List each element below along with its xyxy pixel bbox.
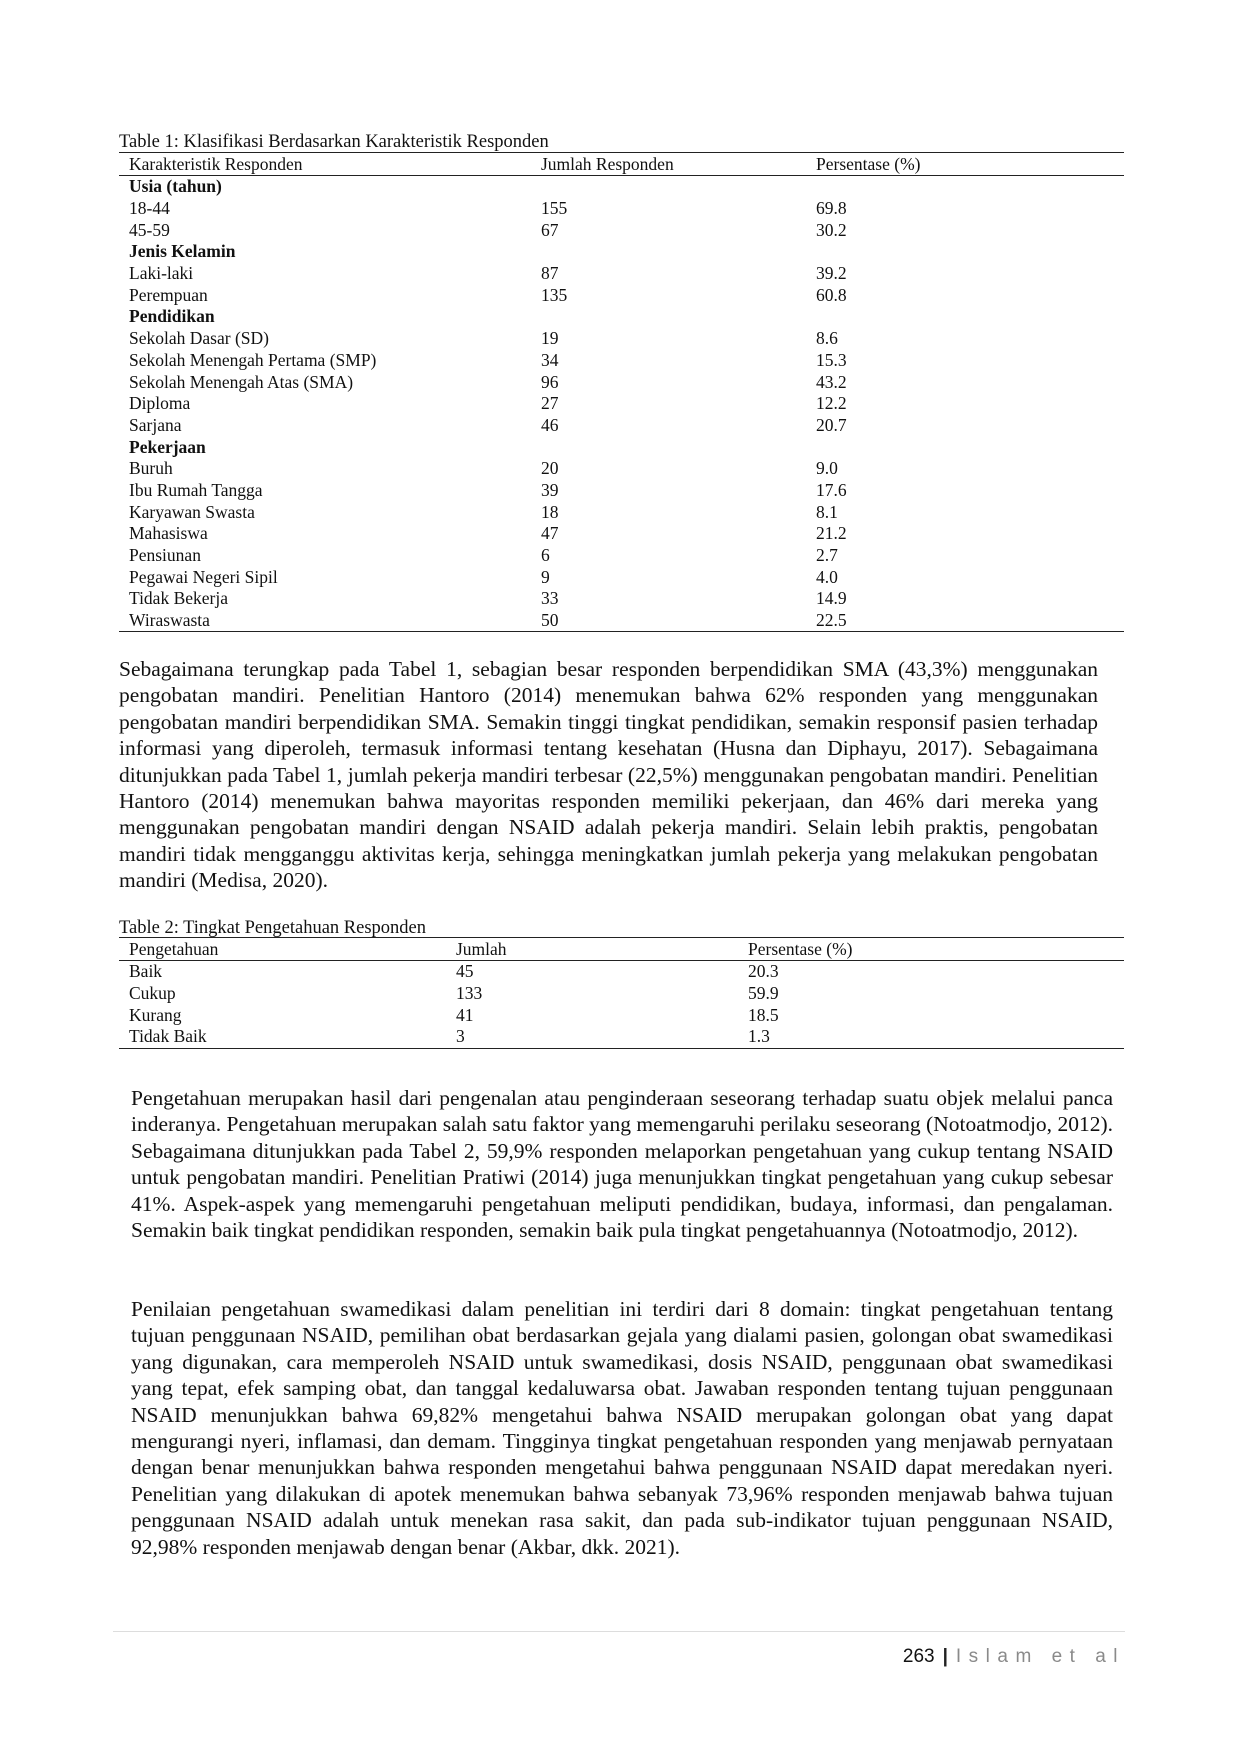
table-row (119, 371, 1124, 393)
cell-jumlah: 33 (541, 588, 559, 609)
cell-label: Sarjana (129, 414, 182, 435)
cell-persentase: 8.6 (816, 328, 838, 349)
running-head-authors: Islam et al (955, 1646, 1125, 1667)
cell-label: 18-44 (129, 198, 170, 219)
table1-header-row (119, 153, 1124, 176)
cell-persentase (806, 436, 1124, 458)
cell-jumlah: 87 (541, 263, 559, 284)
cell-label: Usia (tahun) (129, 176, 222, 197)
cell-label: Tidak Baik (129, 1026, 207, 1047)
table-group-row (119, 306, 1124, 328)
table-row (119, 284, 1124, 306)
table-row (119, 458, 1124, 480)
table-row (119, 350, 1124, 372)
page-number: 263 (902, 1646, 935, 1667)
table-row (119, 415, 1124, 437)
cell-persentase: 39.2 (816, 263, 847, 284)
table1-header-jumlah: Jumlah Responden (541, 153, 674, 174)
cell-label: Buruh (129, 458, 173, 479)
cell-jumlah: 67 (541, 219, 559, 240)
cell-persentase: 20.3 (748, 961, 779, 982)
cell-jumlah (531, 436, 806, 458)
table-row (119, 588, 1124, 610)
cell-label: Pensiunan (129, 545, 201, 566)
cell-persentase: 18.5 (748, 1004, 779, 1025)
cell-persentase (806, 306, 1124, 328)
cell-jumlah: 6 (541, 545, 550, 566)
cell-label: Sekolah Dasar (SD) (129, 328, 269, 349)
table2-header-persentase: Persentase (%) (748, 938, 853, 959)
cell-persentase: 12.2 (816, 393, 847, 414)
cell-persentase: 21.2 (816, 523, 847, 544)
paragraph-knowledge: Pengetahuan merupakan hasil dari pengenalan atau penginderaan seseorang terhadap suatu objek melalui panca inderanya. Pengetahuan merupakan salah satu faktor yang memengaruhi perilaku seseorang (Notoatmodjo, 2012). Sebagaimana ditunjukkan pada Tabel 2, 59,9% responden melaporkan pengetahuan yang cukup tentang NSAID untuk pengobatan mandiri. Penelitian Pratiwi (2014) juga menunjukkan tingkat pengetahuan yang cukup sebesar 41%. Aspek-aspek yang memengaruhi pengetahuan meliputi pendidikan, budaya, informasi, dan pengalaman. Semakin baik tingkat pendidikan responden, semakin baik pula tingkat pengetahuannya (Notoatmodjo, 2012). (131, 1086, 1113, 1243)
cell-jumlah (531, 241, 806, 263)
table2 (119, 937, 1124, 1049)
cell-jumlah: 18 (541, 501, 559, 522)
cell-jumlah: 96 (541, 371, 559, 392)
cell-persentase: 2.7 (816, 545, 838, 566)
cell-jumlah: 135 (541, 284, 568, 305)
cell-jumlah: 27 (541, 393, 559, 414)
cell-label: Baik (129, 961, 163, 982)
cell-label: Kurang (129, 1004, 182, 1025)
cell-persentase: 60.8 (816, 284, 847, 305)
cell-label: Sekolah Menengah Pertama (SMP) (129, 349, 377, 370)
cell-label: Cukup (129, 983, 176, 1004)
table-row (119, 501, 1124, 523)
cell-persentase: 15.3 (816, 349, 847, 370)
cell-persentase: 4.0 (816, 566, 838, 587)
table-row (119, 983, 1124, 1005)
table-row (119, 545, 1124, 567)
cell-label: 45-59 (129, 219, 170, 240)
table2-header-row (119, 938, 1124, 961)
cell-jumlah: 39 (541, 479, 559, 500)
table-row (119, 219, 1124, 241)
table2-header-jumlah: Jumlah (456, 938, 507, 959)
cell-label: Mahasiswa (129, 523, 208, 544)
table1-header-persentase: Persentase (%) (816, 153, 921, 174)
cell-persentase: 9.0 (816, 458, 838, 479)
table-row (119, 393, 1124, 415)
table-row (119, 328, 1124, 350)
cell-persentase: 17.6 (816, 479, 847, 500)
cell-jumlah: 41 (456, 1004, 474, 1025)
cell-label: Sekolah Menengah Atas (SMA) (129, 371, 354, 392)
table-row (119, 198, 1124, 220)
table2-caption: Table 2: Tingkat Pengetahuan Responden (119, 918, 427, 938)
cell-label: Ibu Rumah Tangga (129, 479, 263, 500)
cell-label: Laki-laki (129, 263, 194, 284)
table1 (119, 152, 1124, 632)
table-group-row (119, 176, 1124, 198)
cell-label: Karyawan Swasta (129, 501, 255, 522)
cell-persentase: 22.5 (816, 610, 847, 631)
table-row (119, 566, 1124, 588)
cell-jumlah: 155 (541, 198, 568, 219)
table-row (119, 523, 1124, 545)
table-row (119, 1004, 1124, 1026)
cell-label: Diploma (129, 393, 191, 414)
cell-persentase (806, 176, 1124, 198)
cell-jumlah: 20 (541, 458, 559, 479)
cell-persentase: 8.1 (816, 501, 838, 522)
cell-jumlah: 19 (541, 328, 559, 349)
table-row (119, 1026, 1124, 1048)
cell-label: Pekerjaan (129, 436, 206, 457)
footer-separator: | (942, 1646, 948, 1667)
table-group-row (119, 241, 1124, 263)
page-footer (903, 1646, 1125, 1668)
cell-jumlah: 9 (541, 566, 550, 587)
table2-header-pengetahuan: Pengetahuan (129, 938, 219, 959)
paragraph-education-occupation: Sebagaimana terungkap pada Tabel 1, sebagian besar responden berpendidikan SMA (43,3%) menggunakan pengobatan mandiri. Penelitian Hantoro (2014) menemukan bahwa 62% responden yang menggunakan pengobatan mandiri berpendidikan SMA. Semakin tinggi tingkat pendidikan, semakin responsif pasien terhadap informasi yang diperoleh, termasuk informasi tentang kesehatan (Husna dan Diphayu, 2017). Sebagaimana ditunjukkan pada Tabel 1, jumlah pekerja mandiri terbesar (22,5%) menggunakan pengobatan mandiri. Penelitian Hantoro (2014) menemukan bahwa mayoritas responden memiliki pekerjaan, dan 46% dari mereka yang menggunakan pengobatan mandiri dengan NSAID adalah pekerja mandiri. Selain lebih praktis, pengobatan mandiri tidak mengganggu aktivitas kerja, sehingga meningkatkan jumlah pekerja yang melakukan pengobatan mandiri (Medisa, 2020). (119, 657, 1098, 893)
cell-jumlah: 3 (456, 1026, 465, 1047)
cell-label: Jenis Kelamin (129, 241, 236, 262)
table-row (119, 263, 1124, 285)
cell-persentase: 14.9 (816, 588, 847, 609)
cell-persentase: 59.9 (748, 983, 779, 1004)
cell-jumlah: 46 (541, 414, 559, 435)
cell-label: Perempuan (129, 284, 208, 305)
cell-persentase (806, 241, 1124, 263)
paragraph-self-medication-assessment: Penilaian pengetahuan swamedikasi dalam penelitian ini terdiri dari 8 domain: tingkat pengetahuan tentang tujuan penggunaan NSAID, pemilihan obat berdasarkan gejala yang dialami pasien, golongan obat swamedikasi yang digunakan, cara memperoleh NSAID untuk swamedikasi, dosis NSAID, penggunaan obat swamedikasi yang tepat, efek samping obat, dan tanggal kedaluwarsa obat. Jawaban responden tentang tujuan penggunaan NSAID menunjukkan bahwa 69,82% mengetahui bahwa NSAID merupakan golongan obat yang dapat mengurangi nyeri, inflamasi, dan demam. Tingginya tingkat pengetahuan responden yang menjawab pernyataan dengan benar menunjukkan bahwa responden mengetahui bahwa penggunaan NSAID dapat meredakan nyeri. Penelitian yang dilakukan di apotek menemukan bahwa sebanyak 73,96% responden menjawab bahwa tujuan penggunaan NSAID adalah untuk menekan rasa sakit, dan pada sub-indikator tujuan penggunaan NSAID, 92,98% responden menjawab dengan benar (Akbar, dkk. 2021). (131, 1297, 1113, 1559)
table2-body (119, 961, 1124, 1049)
cell-label: Pendidikan (129, 306, 215, 327)
cell-jumlah: 133 (456, 983, 483, 1004)
cell-jumlah: 34 (541, 349, 559, 370)
cell-jumlah (531, 306, 806, 328)
cell-jumlah: 47 (541, 523, 559, 544)
table-row (119, 480, 1124, 502)
cell-persentase: 43.2 (816, 371, 847, 392)
table-row (119, 610, 1124, 632)
cell-label: Tidak Bekerja (129, 588, 228, 609)
cell-persentase: 30.2 (816, 219, 847, 240)
table-group-row (119, 436, 1124, 458)
cell-jumlah: 45 (456, 961, 474, 982)
footer-divider (113, 1631, 1125, 1632)
cell-label: Wiraswasta (129, 610, 210, 631)
table1-caption: Table 1: Klasifikasi Berdasarkan Karakteristik Responden (119, 132, 549, 152)
table1-header-karakteristik: Karakteristik Responden (129, 153, 303, 174)
cell-persentase: 20.7 (816, 414, 847, 435)
cell-persentase: 1.3 (748, 1026, 770, 1047)
cell-label: Pegawai Negeri Sipil (129, 566, 278, 587)
table1-body (119, 176, 1124, 632)
cell-persentase: 69.8 (816, 198, 847, 219)
cell-jumlah (531, 176, 806, 198)
cell-jumlah: 50 (541, 610, 559, 631)
table-row (119, 961, 1124, 983)
